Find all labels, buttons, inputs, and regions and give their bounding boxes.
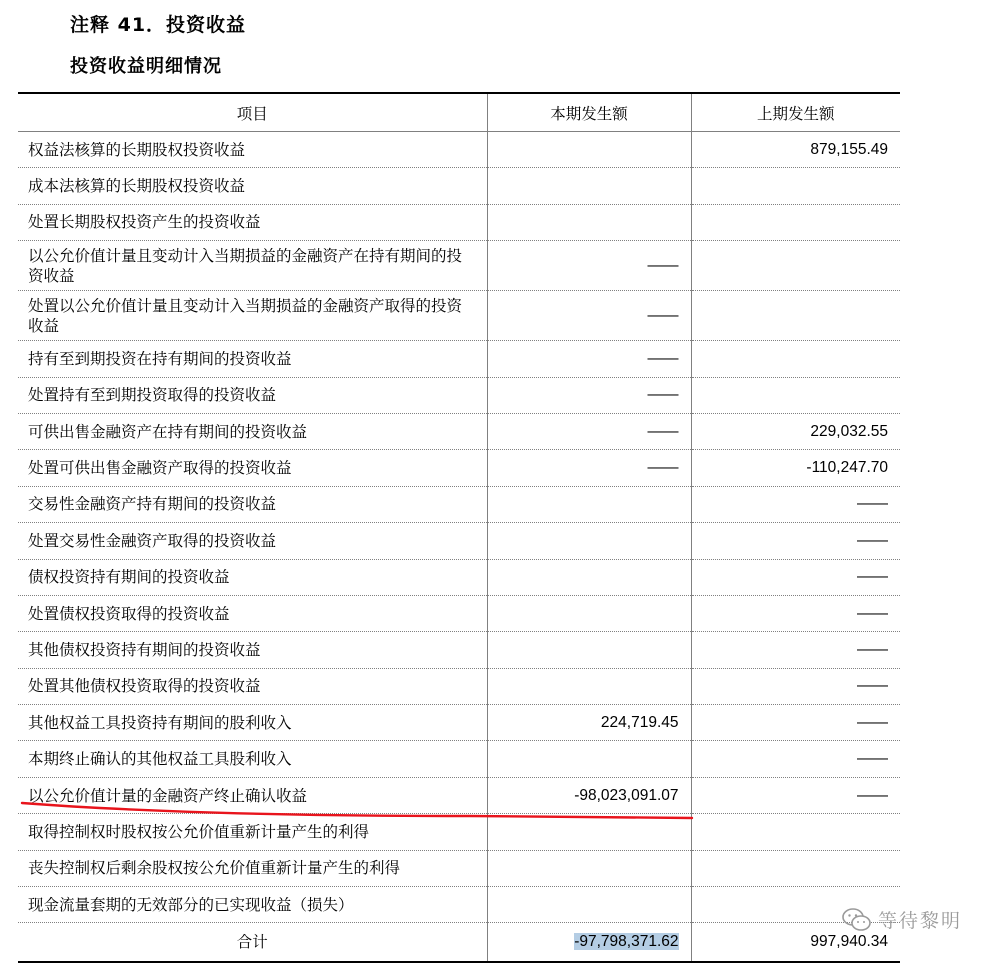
row-item: 以公允价值计量的金融资产终止确认收益 <box>18 777 487 813</box>
row-prior: —— <box>691 777 900 813</box>
total-prior: 997,940.34 <box>691 923 900 963</box>
header-prior-period: 上期发生额 <box>691 93 900 132</box>
row-item: 处置其他债权投资取得的投资收益 <box>18 668 487 704</box>
watermark <box>842 906 962 933</box>
row-item: 其他权益工具投资持有期间的股利收入 <box>18 705 487 741</box>
header-current-period: 本期发生额 <box>487 93 691 132</box>
row-item: 债权投资持有期间的投资收益 <box>18 559 487 595</box>
row-item: 本期终止确认的其他权益工具股利收入 <box>18 741 487 777</box>
row-current: —— <box>487 413 691 449</box>
row-item: 持有至到期投资在持有期间的投资收益 <box>18 341 487 377</box>
total-current-highlight: -97,798,371.62 <box>574 933 679 951</box>
row-prior: —— <box>691 632 900 668</box>
header-item: 项目 <box>18 93 487 132</box>
row-item: 交易性金融资产持有期间的投资收益 <box>18 486 487 522</box>
row-item: 可供出售金融资产在持有期间的投资收益 <box>18 413 487 449</box>
row-item: 取得控制权时股权按公允价值重新计量产生的利得 <box>18 814 487 850</box>
row-item: 处置债权投资取得的投资收益 <box>18 595 487 631</box>
row-item: 丧失控制权后剩余股权按公允价值重新计量产生的利得 <box>18 850 487 886</box>
row-prior: —— <box>691 559 900 595</box>
row-prior: —— <box>691 595 900 631</box>
row-item: 处置持有至到期投资取得的投资收益 <box>18 377 487 413</box>
row-prior: —— <box>691 486 900 522</box>
row-item: 处置以公允价值计量且变动计入当期损益的金融资产取得的投资收益 <box>18 291 487 341</box>
watermark-text: 等待黎明 <box>878 910 963 932</box>
row-prior: 879,155.49 <box>691 132 900 168</box>
sub-title: 投资收益明细情况 <box>70 56 222 77</box>
row-item: 处置长期股权投资产生的投资收益 <box>18 204 487 240</box>
row-current: —— <box>487 291 691 341</box>
note-title: 注释 41．投资收益 <box>70 14 247 36</box>
row-item: 处置可供出售金融资产取得的投资收益 <box>18 450 487 486</box>
red-underline-stroke <box>22 803 692 818</box>
row-item: 成本法核算的长期股权投资收益 <box>18 168 487 204</box>
row-current: -98,023,091.07 <box>487 777 691 813</box>
row-item: 现金流量套期的无效部分的已实现收益（损失） <box>18 887 487 923</box>
row-current: —— <box>487 241 691 291</box>
row-prior: 229,032.55 <box>691 413 900 449</box>
row-item: 其他债权投资持有期间的投资收益 <box>18 632 487 668</box>
row-current: —— <box>487 377 691 413</box>
row-prior: —— <box>691 705 900 741</box>
row-prior: —— <box>691 741 900 777</box>
row-prior: —— <box>691 668 900 704</box>
row-item: 权益法核算的长期股权投资收益 <box>18 132 487 168</box>
row-prior: -110,247.70 <box>691 450 900 486</box>
wechat-icon <box>842 907 872 933</box>
total-label: 合计 <box>18 923 487 963</box>
row-current: —— <box>487 450 691 486</box>
row-item: 以公允价值计量且变动计入当期损益的金融资产在持有期间的投资收益 <box>18 241 487 291</box>
row-item: 处置交易性金融资产取得的投资收益 <box>18 523 487 559</box>
row-prior: —— <box>691 523 900 559</box>
row-current: 224,719.45 <box>487 705 691 741</box>
row-current: —— <box>487 341 691 377</box>
